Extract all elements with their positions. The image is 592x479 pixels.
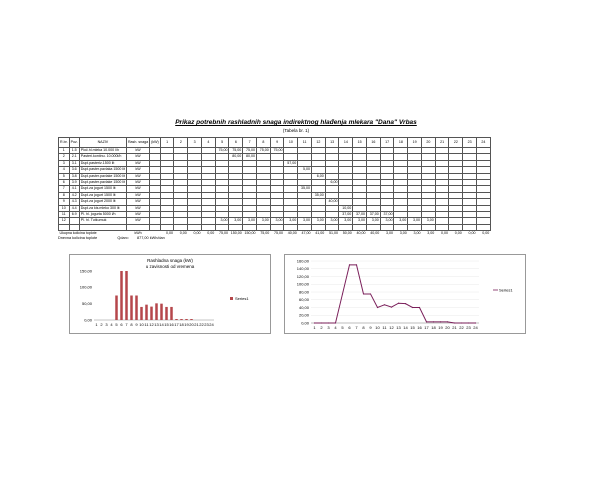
header-hour-24: 24 [476, 138, 490, 148]
sum-cell: 0,00 [482, 231, 490, 236]
table-header [59, 138, 491, 148]
x-tick-label: 15 [410, 325, 415, 330]
row-cell: 80,00 [229, 154, 243, 160]
row-cell: 5,00 [298, 167, 312, 173]
row-cell: 3,00 [421, 218, 435, 224]
row-cell: 3,00 [215, 218, 229, 224]
row-naziv: Pasteri.kontinu. 10.000l/h [79, 154, 126, 160]
x-tick-label: 8 [130, 322, 133, 327]
row-unit: kW [126, 205, 149, 211]
sum-cell: 0,00 [179, 231, 187, 236]
row-unit: kW [126, 186, 149, 192]
sum-cell: 3,00 [399, 231, 407, 236]
bar [125, 271, 128, 320]
row-cell: 3,00 [229, 218, 243, 224]
bar-chart[interactable] [69, 254, 271, 334]
x-tick-label: 19 [184, 322, 189, 327]
x-tick-label: 7 [355, 325, 358, 330]
row-rb: 3 [59, 160, 70, 166]
x-tick-label: 5 [115, 322, 118, 327]
row-poz: 3.1 [69, 160, 79, 166]
y-tick-label: 80,00 [298, 289, 309, 295]
x-tick-label: 8 [362, 325, 365, 330]
row-cell: 80,00 [243, 154, 257, 160]
x-tick-label: 1 [95, 322, 98, 327]
data-point [433, 321, 434, 322]
header-hour-2: 2 [174, 138, 188, 148]
data-point [384, 304, 385, 305]
row-naziv: Pl. hl. Tutkumuk [79, 218, 126, 224]
data-point [349, 264, 350, 265]
x-tick-label: 4 [110, 322, 113, 327]
sum-cell: 41,00 [315, 231, 325, 236]
header-hour-12: 12 [311, 138, 325, 148]
bar [185, 319, 188, 320]
row-rb: 4 [59, 167, 70, 173]
header-hour-14: 14 [339, 138, 353, 148]
bar [140, 307, 143, 320]
sum-cell: 75,00 [273, 231, 283, 236]
y-tick-label: 60,00 [298, 297, 309, 303]
bar [135, 296, 138, 321]
x-tick-label: 2 [100, 322, 103, 327]
data-point [335, 322, 336, 323]
row-unit: kW [126, 218, 149, 224]
x-tick-label: 20 [445, 325, 450, 330]
row-poz: 2.1 [69, 154, 79, 160]
x-tick-label: 6 [348, 325, 351, 330]
x-tick-label: 16 [169, 322, 174, 327]
data-point [321, 322, 322, 323]
sum-cell: 51,00 [328, 231, 338, 236]
bar-chart-plot [70, 255, 270, 333]
daily-unit: kWh/dan [149, 236, 165, 240]
row-rb: 9 [59, 199, 70, 205]
row-naziv: Dupl.za jogurt 2000 lit [79, 199, 126, 205]
x-tick-label: 24 [473, 325, 478, 330]
row-cell: 75,00 [270, 148, 284, 154]
x-tick-label: 13 [396, 325, 401, 330]
x-tick-label: 21 [452, 325, 457, 330]
header-hour-13: 13 [325, 138, 339, 148]
daily-label: Dnevna kolicina toplote [58, 236, 98, 240]
row-cell: 3,00 [284, 218, 298, 224]
header-rb: R.br. [59, 138, 70, 148]
data-point [447, 321, 448, 322]
bar [130, 296, 133, 321]
x-tick-label: 11 [382, 325, 387, 330]
row-cell: 3,00 [325, 218, 339, 224]
y-tick-label: 150,00 [79, 268, 92, 274]
legend-label: Series1 [235, 296, 249, 301]
row-unit: kW [126, 179, 149, 185]
x-tick-label: 15 [164, 322, 169, 327]
row-cell: 3,00 [353, 218, 367, 224]
data-point [419, 307, 420, 308]
row-cell: 37,00 [366, 211, 380, 217]
sum-cell: 75,00 [260, 231, 270, 236]
x-tick-label: 10 [375, 325, 380, 330]
x-tick-label: 23 [204, 322, 209, 327]
row-cell: 57,00 [284, 160, 298, 166]
header-hour-11: 11 [298, 138, 312, 148]
data-point [468, 322, 469, 323]
header-hour-23: 23 [463, 138, 477, 148]
row-cell: 3,00 [366, 218, 380, 224]
data-point [342, 293, 343, 294]
x-tick-label: 12 [149, 322, 154, 327]
data-point [328, 322, 329, 323]
header-hour-22: 22 [449, 138, 463, 148]
x-tick-label: 19 [438, 325, 443, 330]
row-unit: kW [126, 192, 149, 198]
row-cell: 35,00 [298, 186, 312, 192]
row-poz: 3.9 [69, 179, 79, 185]
row-poz: 3.6 [69, 167, 79, 173]
y-tick-label: 100,00 [79, 284, 92, 290]
row-rb: 1 [59, 148, 70, 154]
y-tick-label: 20,00 [298, 312, 309, 318]
header-hour-3: 3 [188, 138, 202, 148]
data-point [405, 303, 406, 304]
line-chart[interactable] [284, 254, 526, 334]
data-point [475, 322, 476, 323]
header-hour-20: 20 [421, 138, 435, 148]
data-point [426, 321, 427, 322]
x-tick-label: 24 [209, 322, 214, 327]
bar [145, 305, 148, 320]
y-tick-label: 50,00 [81, 301, 92, 307]
daily-total-row [58, 236, 165, 240]
row-cell: 6,00 [311, 173, 325, 179]
header-hour-19: 19 [408, 138, 422, 148]
header-poz: Poz. [69, 138, 79, 148]
sum-cell: 3,00 [427, 231, 435, 236]
row-cell: 75,00 [215, 148, 229, 154]
x-tick-label: 11 [144, 322, 149, 327]
data-point [356, 264, 357, 265]
sum-cell: 0,00 [207, 231, 215, 236]
row-naziv: Dupl.za kis.mleko 300 lit [79, 205, 126, 211]
x-tick-label: 16 [417, 325, 422, 330]
data-point [314, 322, 315, 323]
x-tick-label: 10 [139, 322, 144, 327]
data-point [363, 293, 364, 294]
header-naziv: NAZIV [79, 138, 126, 148]
row-naziv: Dupl.pasteriz.1500 lit [79, 160, 126, 166]
header-hour-4: 4 [201, 138, 215, 148]
y-tick-label: 0,00 [84, 317, 92, 323]
data-point [440, 321, 441, 322]
row-cell: 75,00 [243, 148, 257, 154]
row-cell: 3,00 [270, 218, 284, 224]
sum-cell: 40,00 [287, 231, 297, 236]
x-tick-label: 1 [313, 325, 316, 330]
bar [180, 319, 183, 320]
data-point [398, 303, 399, 304]
x-tick-label: 3 [105, 322, 108, 327]
header-hour-9: 9 [270, 138, 284, 148]
row-cell: 37,00 [380, 211, 394, 217]
x-tick-label: 18 [431, 325, 436, 330]
data-point [377, 307, 378, 308]
x-tick-label: 2 [320, 325, 323, 330]
row-naziv: Dupl.paster.pavlaka 1500 lit [80, 167, 125, 172]
x-tick-label: 17 [174, 322, 179, 327]
x-tick-label: 13 [154, 322, 159, 327]
x-tick-label: 22 [199, 322, 204, 327]
y-tick-label: 140,00 [296, 266, 309, 272]
legend-swatch [230, 297, 233, 300]
sum-cell: 3,00 [413, 231, 421, 236]
header-hour-7: 7 [243, 138, 257, 148]
sum-cell: 150,00 [244, 231, 256, 236]
x-tick-label: 5 [341, 325, 344, 330]
sum-cell: 0,00 [468, 231, 476, 236]
data-point [412, 307, 413, 308]
row-unit: kW [126, 173, 149, 179]
row-rb: 6 [59, 179, 70, 185]
row-cell: 3,00 [243, 218, 257, 224]
line-chart-plot [285, 255, 525, 333]
row-rb: 5 [59, 173, 70, 179]
row-cell: 37,00 [339, 211, 353, 217]
row-rb: 7 [59, 186, 70, 192]
row-naziv: Dupl.paster.pavlake 1500 lit [80, 180, 125, 185]
row-cell: 3,00 [394, 218, 408, 224]
bar [115, 296, 118, 321]
row-unit: kW [126, 154, 149, 160]
bar [165, 307, 168, 320]
bar-chart-title: Rashladna snaga (kW) [147, 258, 193, 263]
row-poz: 4.1 [69, 186, 79, 192]
row-rb: 8 [59, 192, 70, 198]
daily-value: 877,00 [137, 236, 149, 240]
row-rb: 10 [59, 205, 70, 211]
row-unit: kW [126, 199, 149, 205]
header-hour-18: 18 [394, 138, 408, 148]
data-point [370, 293, 371, 294]
y-tick-label: 0,00 [301, 320, 309, 326]
x-tick-label: 21 [194, 322, 199, 327]
row-rb: 2 [59, 154, 70, 160]
data-point [461, 322, 462, 323]
x-tick-label: 12 [389, 325, 394, 330]
row-cell: 3,00 [339, 218, 353, 224]
header-hour-1: 1 [160, 138, 174, 148]
row-cell: 75,00 [256, 148, 270, 154]
x-tick-label: 22 [459, 325, 464, 330]
row-naziv: Pl. hl. jogurta 5000 l/h [79, 211, 126, 217]
x-tick-label: 9 [369, 325, 372, 330]
x-tick-label: 7 [125, 322, 128, 327]
row-unit: kW [126, 148, 149, 154]
row-cell: 40,00 [325, 199, 339, 205]
row-naziv: Dupl.paster.pavlake 1500 lit [80, 173, 125, 178]
x-tick-label: 14 [403, 325, 408, 330]
row-poz: 1.5 [69, 148, 79, 154]
x-tick-label: 18 [179, 322, 184, 327]
row-cell: 3,00 [311, 218, 325, 224]
header-hour-17: 17 [380, 138, 394, 148]
x-tick-label: 6 [120, 322, 123, 327]
row-naziv: Dupl.za jogurt 1500 lit [79, 186, 126, 192]
row-cell: 3,00 [408, 218, 422, 224]
x-tick-label: 17 [424, 325, 429, 330]
x-tick-label: 14 [159, 322, 164, 327]
x-tick-label: 4 [334, 325, 337, 330]
sum-label: Ukupna kolicina toplote [59, 231, 97, 236]
sum-cell: 40,00 [356, 231, 366, 236]
header-hour-10: 10 [284, 138, 298, 148]
sum-cell: 150,00 [230, 231, 242, 236]
sum-cell: 47,00 [301, 231, 311, 236]
row-unit: kW [126, 211, 149, 217]
row-cell: 6,00 [325, 179, 339, 185]
header-snaga: Rash. snaga [126, 138, 149, 148]
row-unit: kW [126, 160, 149, 166]
row-cell: 35,00 [311, 192, 325, 198]
row-cell: 75,00 [229, 148, 243, 154]
bar [150, 307, 153, 320]
y-tick-label: 160,00 [296, 258, 309, 264]
sum-cell: 0,00 [440, 231, 448, 236]
sum-cell: 0,00 [165, 231, 173, 236]
sum-cell: 0,00 [193, 231, 201, 236]
data-point [391, 307, 392, 308]
bar [155, 303, 158, 320]
row-poz: 4.2 [69, 192, 79, 198]
row-cell: 3,00 [256, 218, 270, 224]
x-tick-label: 3 [327, 325, 330, 330]
sum-unit: kWh [134, 231, 142, 236]
sum-cell: 40,00 [370, 231, 380, 236]
daily-sym: Qdan= [117, 236, 129, 240]
header-hour-6: 6 [229, 138, 243, 148]
row-cell: 3,00 [298, 218, 312, 224]
row-cell: 10,00 [339, 205, 353, 211]
header-hour-5: 5 [215, 138, 229, 148]
legend-label: Series1 [499, 287, 513, 293]
series-line [315, 265, 476, 323]
row-naziv: Dupl.za jogurt 1500 lit [79, 192, 126, 198]
bar [160, 304, 163, 320]
x-tick-label: 20 [189, 322, 194, 327]
row-rb: 11 [59, 211, 70, 217]
header-jed: (kW) [150, 138, 161, 148]
row-poz: 3.8 [69, 173, 79, 179]
bar-chart-subtitle: u zavisnosti od vremena [145, 264, 195, 269]
header-hour-16: 16 [366, 138, 380, 148]
row-rb: 12 [59, 218, 70, 224]
sum-cell: 75,00 [218, 231, 228, 236]
y-tick-label: 40,00 [298, 304, 309, 310]
row-cell: 37,00 [353, 211, 367, 217]
cooling-table [58, 137, 491, 236]
sum-cell: 50,00 [342, 231, 352, 236]
row-poz: 6.9 [69, 211, 79, 217]
bar [190, 319, 193, 320]
page-title: Prikaz potrebnih rashladnih snaga indirektnog hlađenja mlekara "Dana" Vrbas [175, 119, 417, 126]
header-hour-8: 8 [256, 138, 270, 148]
row-poz: 4.4 [69, 205, 79, 211]
x-tick-label: 23 [466, 325, 471, 330]
bar [175, 319, 178, 320]
data-point [454, 322, 455, 323]
row-poz: 4.3 [69, 199, 79, 205]
sum-cell: 0,00 [454, 231, 462, 236]
bar [120, 271, 123, 320]
bar [170, 307, 173, 320]
page-subtitle: (Tabela br. 1) [282, 128, 310, 133]
y-tick-label: 100,00 [296, 281, 309, 287]
header-hour-15: 15 [353, 138, 367, 148]
x-tick-label: 9 [135, 322, 138, 327]
row-naziv: Ploč.hl.mleka 10.000 l/h [79, 148, 126, 154]
sum-cell: 3,00 [385, 231, 393, 236]
row-unit: kW [126, 167, 149, 173]
header-hour-21: 21 [435, 138, 449, 148]
y-tick-label: 120,00 [296, 273, 309, 279]
row-cell: 3,00 [380, 218, 394, 224]
